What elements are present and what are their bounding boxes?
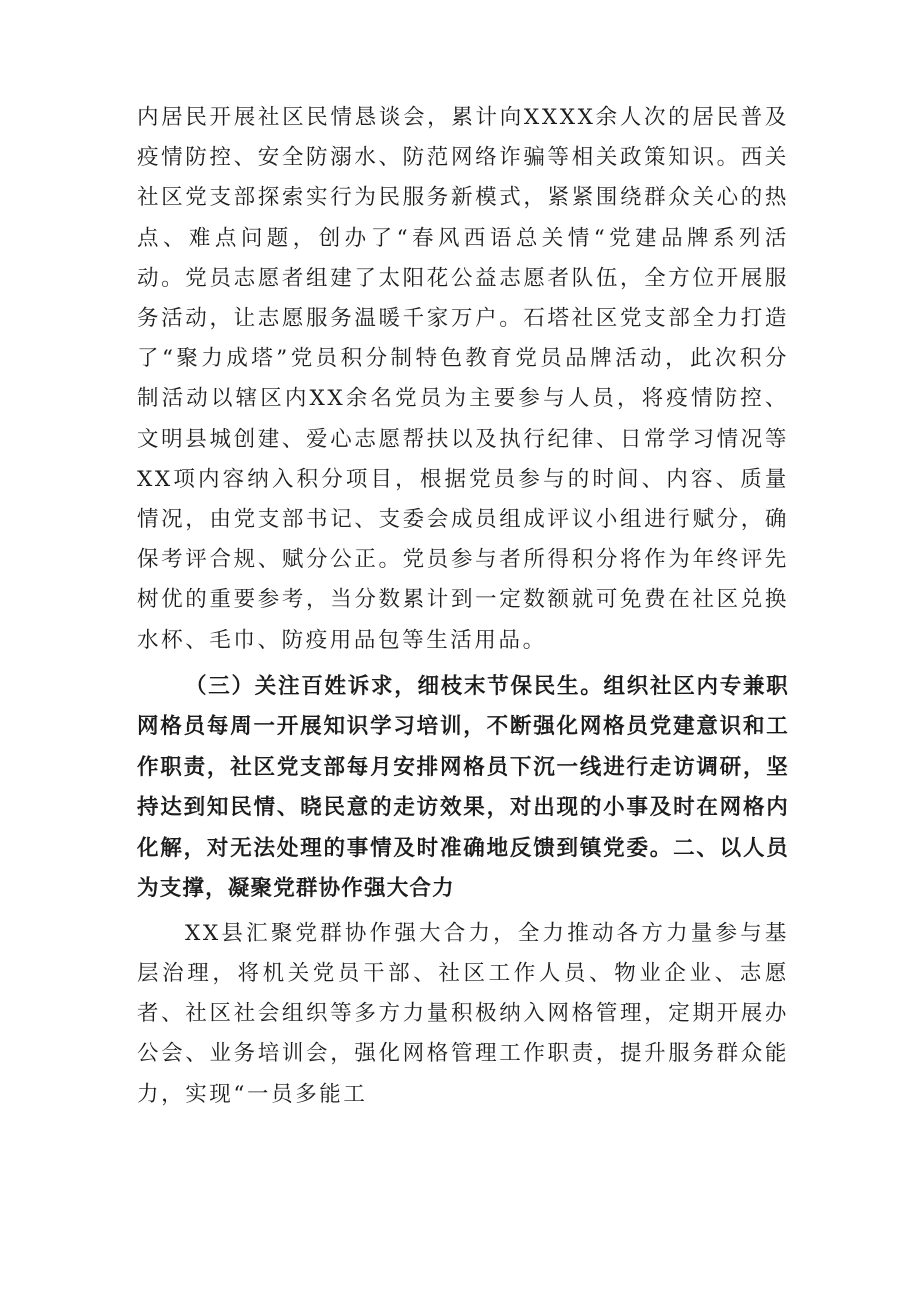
paragraph-section-three-heading: （三）关注百姓诉求，细枝末节保民生。组织社区内专兼职网格员每周一开展知识学习培训，不断强化网格员党建意识和工作职责，社区党支部每月安排网格员下沉一线进行走访调研，坚持达到知民情、晓民意的走访效果，对出现的小事及时在网格内化解，对无法处理的事情及时准确地反馈到镇党委。二、以人员为支撑，凝聚党群协作强大合力: [137, 673, 789, 902]
paragraph-community-activities: 内居民开展社区民情恳谈会，累计向XXXX余人次的居民普及疫情防控、安全防溺水、防范网络诈骗等相关政策知识。西关社区党支部探索实行为民服务新模式，紧紧围绕群众关心的热点、难点问题，创办了“春风西语总关情“党建品牌系列活动。党员志愿者组建了太阳花公益志愿者队伍，全方位开展服务活动，让志愿服务温暖千家万户。石塔社区党支部全力打造了“聚力成塔”党员积分制特色教育党员品牌活动，此次积分制活动以辖区内XX余名党员为主要参与人员，将疫情防控、文明县城创建、爱心志愿帮扶以及执行纪律、日常学习情况等XX项内容纳入积分项目，根据党员参与的时间、内容、质量情况，由党支部书记、支委会成员组成评议小组进行赋分，确保考评合规、赋分公正。党员参与者所得积分将作为年终评先树优的重要参考，当分数累计到一定数额就可免费在社区兑换水杯、毛巾、防疫用品包等生活用品。: [137, 105, 789, 653]
paragraph-county-cooperation: XX县汇聚党群协作强大合力，全力推动各方力量参与基层治理，将机关党员干部、社区工作人员、物业企业、志愿者、社区社会组织等多方力量积极纳入网格管理，定期开展办公会、业务培训会，强化网格管理工作职责，提升服务群众能力，实现“一员多能工: [137, 920, 789, 1107]
document-body: [137, 98, 789, 1115]
